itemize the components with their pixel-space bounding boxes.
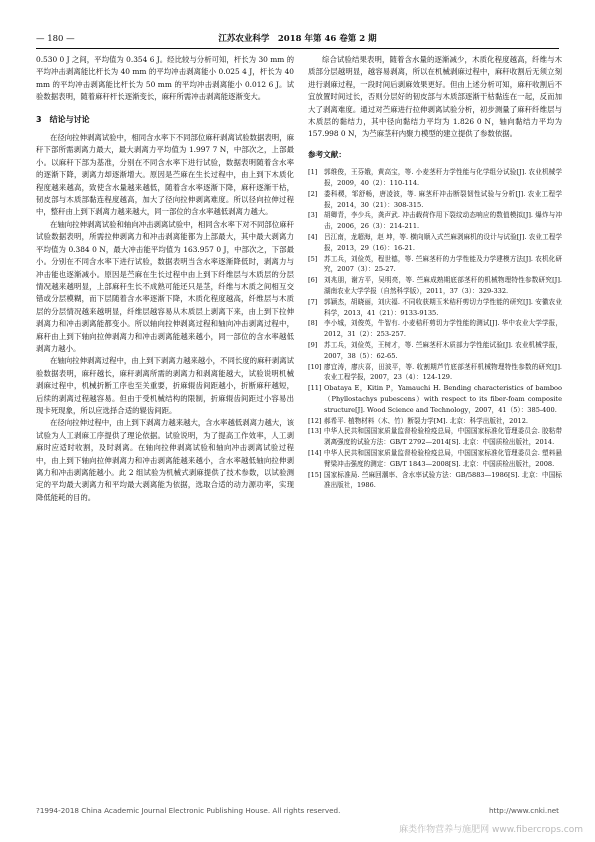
reference-number: [11] [308, 384, 322, 393]
reference-number: [10] [308, 362, 322, 371]
reference-text: 中华人民共和国国家质量监督检验检疫总局，中国国家标准化管理委员会. 胶粘带剥离强度的试验方法：GB/T 2792—2014[S]. 北京：中国质检出版社，2014. [324, 427, 562, 447]
reference-item [308, 340, 562, 362]
watermark: 麻类作物营养与施肥网 www.fibercrops.com [399, 825, 583, 835]
body-paragraph: 在径向拉伸剥离试验中，相同含水率下不同部位麻秆剥离试验数据表明，麻秆下部所需剥离力最大，最大剥离力平均值为 1.997 7 N，中部次之，上部最小。以麻秆下部为基准，分别在不同含水率下进行试验，数据表明随着含水率的逐渐下降，剥离力却逐渐增大。原因是苎麻在生长过程中，由上到下木质化程度越来越高，致使含水量越来越低，随着含水率逐渐下降，麻秆逐渐干枯，韧皮部与木质部黏连程度越高，加大了径向拉伸剥离难度。所以径向拉伸过程中，整秆由上到下剥离力越来越大，同一部位的含水率越低剥离力越大。 [36, 133, 294, 217]
copyright-notice: ?1994-2018 China Academic Journal Electronic Publishing House. All rights reserved. [36, 806, 341, 815]
reference-number: [13] [308, 427, 322, 436]
intro-paragraph: 0.530 0 J 之间，平均值为 0.354 6 J。经比较与分析可知，杆长为 30 mm 的平均冲击剥离能比杆长为 40 mm 的平均冲击剥离能小 0.025 4 J，杆长为 40 mm 的平均冲击剥离能比杆长为 50 mm 的平均冲击剥离能小 0.012 6 J。试验数据表明，随着麻秆杆长逐渐变长，麻秆所需冲击剥离能逐渐变大。 [36, 55, 294, 102]
site-link[interactable]: http://www.cnki.net [488, 806, 559, 815]
header-rule [36, 48, 559, 49]
reference-item [308, 167, 562, 189]
reference-item [308, 275, 562, 297]
left-column [36, 54, 294, 504]
body-paragraph: 在径向拉伸过程中，由上到下剥离力越来越大，含水率越低剥离力越大，该试验为人工剥麻工序提供了理论依据。试验说明，为了提高工作效率，人工剥麻时应适时收割，及时剥离。在轴向拉伸剥离试验和轴向冲击剥离试验过程中，由上到下轴向拉伸剥离力和冲击剥离能越来越小，含水率越低轴向拉伸剥离力和冲击剥离能越小。此 2 组试验为机械式剥麻提供了技术参数，以试验测定的平均最大剥离力和平均最大剥离能为依据，选取合适的动力源功率，实现降低能耗的目的。 [36, 418, 294, 502]
reference-item [308, 426, 562, 448]
reference-number: [4] [308, 233, 318, 242]
reference-text: 廖宜涛，廖庆喜，田波平，等. 收割期芦竹底部茎秆机械物理特性参数的研究[J]. 农业工程学报，2007，23（4）：124-129. [324, 362, 562, 382]
reference-number: [6] [308, 276, 318, 285]
reference-text: 吕江南，龙超海，赵 坤，等. 横向顺入式苎麻剥麻机的设计与试验[J]. 农业工程学报，2013，29（16）：16-21. [324, 233, 562, 252]
journal-title: 江苏农业科学 2018 年第 46 卷第 2 期 [218, 34, 377, 44]
body-paragraph: 在轴向拉伸剥离试验和轴向冲击剥离试验中，相同含水率下对不同部位麻秆试验数据表明，所需拉伸剥离力和冲击剥离能都为上部最大，其中最大剥离力平均值为 0.384 0 N，最大冲击能平均值为 163.957 0 J，中部次之，下部最小。分别在不同含水率下进行试验，数据表明当含水率逐渐降低时，剥离力与冲击能也逐渐减小。原因是苎麻在生长过程中由上到下纤维层与木质层的分层情况越来越明显，上部麻秆生长不成熟可能还只是茎，纤维与木质之间相互交错或分层模糊，而下层随着含水率逐渐下降，木质化程度越高，纤维层与木质层的分层情况越来越明显，纤维层越容易从木质层上剥离下来，由上到下拉伸剥离力和冲击剥离能都变小。所以轴向拉伸剥离过程和轴向冲击剥离过程中，麻秆由上到下轴向拉伸剥离力和冲击剥离能越来越小，同一部位的含水率越低剥离力越小。 [36, 219, 294, 353]
reference-number: [9] [308, 341, 318, 349]
reference-text: 中华人民共和国国家质量监督检验检疫总局，中国国家标准化管理委员会. 塑料悬臂梁冲击强度的测定：GB/T 1843—2008[S]. 北京：中国质检出版社，2008. [324, 448, 562, 468]
reference-item [308, 318, 562, 340]
reference-item [308, 254, 562, 276]
running-header [36, 30, 559, 44]
reference-item [308, 189, 562, 211]
reference-item [308, 416, 562, 427]
reference-item [308, 362, 562, 384]
reference-number: [14] [308, 448, 322, 457]
reference-item [308, 232, 562, 254]
reference-text: 李小城，刘俊英，牛智有. 小麦秸秆剪切力学性能的测试[J]. 华中农业大学学报，2012，31（2）：253-257. [324, 319, 562, 339]
reference-text: 刘兆朋，谢方平，吴明亮，等. 苎麻成熟期底部茎秆的机械物理特性参数研究[J]. 湖南农业大学学报（自然科学版），2011，37（3）：329-332. [324, 276, 562, 296]
reference-item [308, 470, 562, 492]
references-title: 参考文献： [308, 149, 346, 159]
body-paragraph: 在轴向拉伸剥离过程中，由上到下剥离力越来越小，不同长度的麻秆剥离试验数据表明，麻秆越长，麻秆剥离所需的剥离力和剥离能越大，试验说明机械剥麻过程中，机械折断工序也至关重要，折麻辊齿间距越小，折断麻秆越短，后续的剥离过程越容易。但由于受机械结构的限制，折麻辊齿间距过小容易出现卡死现象，所以应选择合适的辊齿间距。 [36, 356, 294, 415]
reference-text: 国家标准局. 苎麻回潮率、含水率试验方法：GB/5883—1986[S]. 北京：中国标准出版社，1986. [324, 470, 562, 490]
reference-list [308, 167, 562, 491]
reference-number: [12] [308, 416, 322, 425]
reference-item [308, 297, 562, 319]
reference-item [308, 383, 562, 415]
page-number: — 180 — [36, 34, 75, 44]
body-paragraph: 综合试验结果表明，随着含水量的逐渐减少，木质化程度越高，纤维与木质部分层越明显，越容易剥离，所以在机械剥麻过程中，麻秆收割后无须立刻进行剥麻过程，一段时间后剥麻效果更好。但由上述分析可知，麻秆收割后不宜放置时间过长，否则分层好的韧皮部与木质部逐渐干枯黏连在一起，反而加大了剥离难度。通过对苎麻进行拉伸剥离试验分析，初步测量了麻秆纤维层与木质层的黏结力，其中径向黏结力平均为 1.826 0 N，轴向黏结力平均为 157.998 0 N，为苎麻茎秆内聚力模型的建立提供了参数依据。 [308, 55, 562, 139]
reference-number: [8] [308, 319, 318, 328]
right-column [308, 54, 562, 491]
reference-text: 胡卿青，李少兵，龚声武. 冲击载荷作用下裂纹动态响应的数值模拟[J]. 爆炸与冲击，2006，26（3）：214-211. [324, 211, 562, 231]
page-footer [36, 806, 559, 815]
reference-number: [5] [308, 254, 318, 263]
reference-text: 苏工兵，刘俭英，程世德，等. 苎麻茎秆的力学性能及力学建模方法[J]. 农机化研究，2007（3）：25-27. [324, 254, 562, 274]
reference-text: 郝希平. 植物材料（木、竹）断裂力学[M]. 北京：科学出版社，2012. [324, 416, 528, 425]
section-heading: 3 结论与讨论 [36, 114, 90, 124]
reference-number: [15] [308, 470, 322, 479]
reference-text: 郭颖杰，胡晓丽，刘庆福. 不同收获期玉米秸秆剪切力学性能的研究[J]. 安徽农业科学，2013，41（21）：9133-9135. [324, 297, 562, 317]
reference-text: 郭维俊，王芬娥，黄高宝，等. 小麦茎秆力学性能与化学组分试验[J]. 农业机械学报，2009，40（2）：110-114. [324, 168, 562, 188]
reference-number: [1] [308, 168, 318, 177]
reference-text: Obataya E，Kitin P，Yamauchi H. Bending characteristics of bamboo（Phyllostachys pubescens）with respect to its fiber-foam composite structure[J]. Wood Science and Technology，2007，41（5）：385-400. [324, 384, 562, 414]
reference-text: 娄科稷，邹舒畅，唐凌波，等. 麻茎秆冲击断裂韧性试验与分析[J]. 农业工程学报，2014，30（21）：308-315. [324, 189, 562, 209]
reference-item [308, 448, 562, 470]
reference-number: [7] [308, 297, 318, 306]
reference-item [308, 210, 562, 232]
reference-number: [2] [308, 189, 318, 198]
reference-text: 苏工兵，刘俭英，王树才，等. 苎麻茎秆木质部力学性能试验[J]. 农业机械学报，2007，38（5）：62-65. [324, 341, 562, 360]
reference-number: [3] [308, 211, 318, 220]
